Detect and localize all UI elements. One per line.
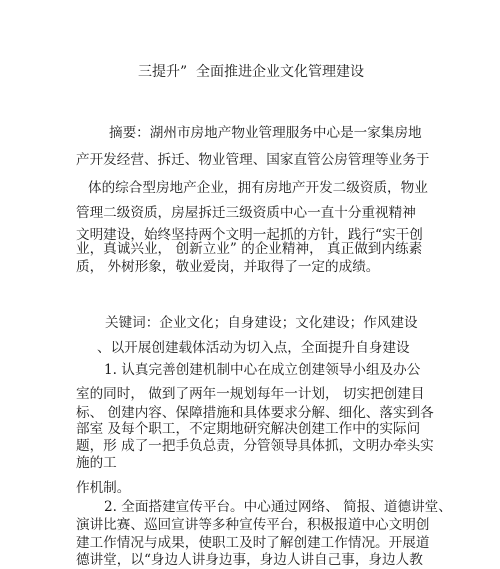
section2-line: 2. 全面搭建宣传平台。中心通过网络、 简报、道德讲堂、 <box>104 499 452 515</box>
abstract-line: 摘要：湖州市房地产物业管理服务中心是一家集房地 <box>109 125 422 141</box>
keywords-line: 关键词：企业文化；自身建设；文化建设；作风建设 <box>105 315 418 331</box>
section1-line: 1. 认真完善创建机制中心在成立创建领导小组及办公 <box>104 362 421 378</box>
section2-line: 演讲比赛、巡回宣讲等多种宣传平台，积极报道中心文明创 <box>76 517 430 533</box>
abstract-line: 管理二级资质，房屋拆迁三级资质中心一直十分重视精神 <box>76 205 416 221</box>
abstract-line: 体的综合型房地产企业，拥有房地产开发二级资质，物业 <box>88 180 428 196</box>
section1-tail-line: 作机制。 <box>76 480 131 496</box>
section1-line: 题，形 成了一把手负总责，分管领导具体抓，文明办牵头实 <box>76 438 434 454</box>
abstract-line: 质， 外树形象，敬业爱岗，并取得了一定的成绩。 <box>76 259 380 275</box>
document-title: 三提升” 全面推进企业文化管理建设 <box>138 64 365 80</box>
section2-line: 建工作情况与成果，使职工及时了解创建工作情况。开展道 <box>76 535 430 551</box>
section1-line: 室的同时， 做到了两年一规划每年一计划， 切实把创建目 <box>76 386 425 402</box>
abstract-line: 业，真诚兴业， 创新立业” 的企业精神， 真正做到内练素 <box>76 241 423 257</box>
intro-heading: 、以开展创建载体活动为切入点，全面提升自身建设 <box>97 340 410 356</box>
section1-line: 施的工 <box>76 455 117 471</box>
abstract-line: 文明建设，始终坚持两个文明一起抓的方针，践行“实干创 <box>76 227 423 243</box>
section1-line: 标、 创建内容、保障措施和具体要求分解、细化、落实到各 <box>76 405 434 421</box>
abstract-line: 产开发经营、拆迁、物业管理、国家直管公房管理等业务于 <box>76 152 430 168</box>
section2-line: 德讲堂，以“身边人讲身边事，身边人讲自己事，身边人教 <box>76 552 423 568</box>
section1-line: 部室 及每个职工，不定期地研究解决创建工作中的实际问 <box>76 421 421 437</box>
